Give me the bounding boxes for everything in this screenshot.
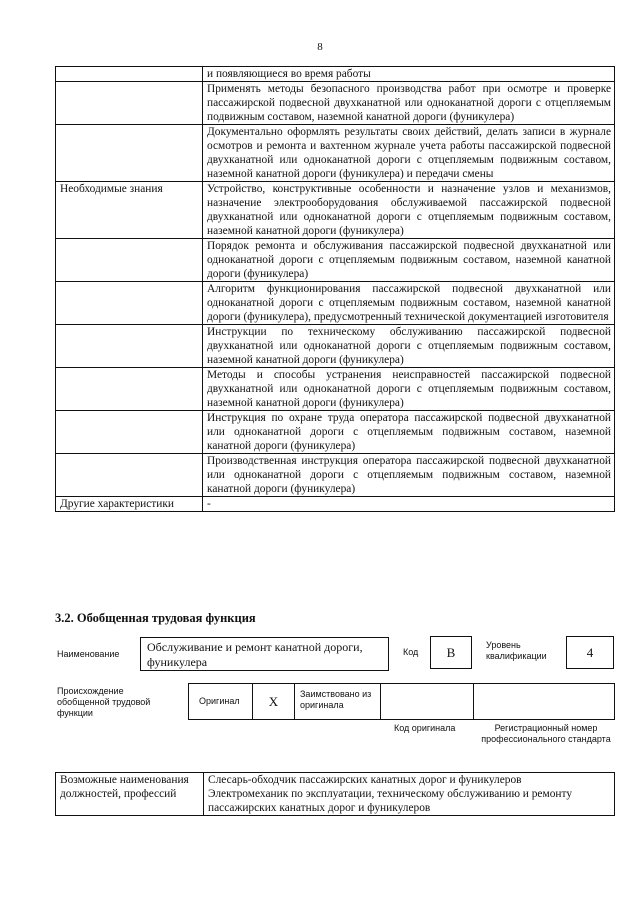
table-row [56, 239, 615, 282]
code-original-cell [381, 684, 474, 719]
row-label [56, 325, 203, 368]
level-label: Уровень квалификации [486, 640, 547, 661]
code-value: В [446, 645, 456, 660]
row-label-other-characteristics: Другие характеристики [56, 497, 203, 512]
row-text: Алгоритм функционирования пассажирской подвесной двухканатной или одноканатной дороги с отцепляемым подвижным составом, наземной канатной дороги (фуникулера), предусмотренный технической документацией изготовителя [203, 282, 615, 325]
table-row [56, 454, 615, 497]
row-text: Инструкция по охране труда оператора пассажирской подвесной двухканатной или одноканатной дороги с отцепляемым подвижным составом, наземной канатной дороги (фуникулера) [203, 411, 615, 454]
level-value: 4 [586, 645, 594, 660]
origin-label: Происхождение обобщенной трудовой функции [57, 686, 151, 718]
row-label [56, 82, 203, 125]
borrowed-label: Заимствовано из оригинала [300, 689, 372, 710]
original-label: Оригинал [199, 696, 240, 706]
code-original-label: Код оригинала [394, 723, 456, 733]
positions-table [55, 772, 615, 816]
row-text: Применять методы безопасного производства работ при осмотре и проверке пассажирской подвесной двухканатной или одноканатной дороги с отцепляемым подвижным составом, наземной канатной дороги (фуникулера) [203, 82, 615, 125]
positions-label: Возможные наименования должностей, профессий [56, 773, 204, 816]
position-item: Электромеханик по эксплуатации, техническому обслуживанию и ремонту пассажирских канатных дорог и фуникулеров [208, 788, 573, 814]
table-row [56, 325, 615, 368]
table-row [56, 411, 615, 454]
reg-number-label: Регистрационный номер профессионального стандарта [481, 723, 611, 744]
page-number: 8 [317, 41, 323, 53]
row-label [56, 239, 203, 282]
row-label [56, 411, 203, 454]
original-mark: X [268, 694, 279, 709]
row-text: Устройство, конструктивные особенности и назначение узлов и механизмов, назначение электрооборудования обслуживаемой пассажирской подвесной двухканатной или одноканатной дороги с отцепляемым подвижным составом, наземной канатной дороги (фуникулера) [203, 182, 615, 239]
table-row [56, 497, 615, 512]
table-row [56, 67, 615, 82]
row-label [56, 368, 203, 411]
origin-table [188, 683, 615, 720]
table-row [56, 125, 615, 182]
original-mark-cell [253, 684, 295, 719]
table-row [56, 82, 615, 125]
row-text: Методы и способы устранения неисправностей пассажирской подвесной двухканатной или одноканатной дороги с отцепляемым подвижным составом, наземной канатной дороги (фуникулера) [203, 368, 615, 411]
row-label-required-knowledge: Необходимые знания [56, 182, 203, 239]
reg-number-cell [474, 684, 614, 719]
competency-table [55, 66, 615, 512]
level-box [566, 636, 614, 669]
row-label [56, 454, 203, 497]
row-text: Порядок ремонта и обслуживания пассажирской подвесной двухканатной или одноканатной дороги с отцепляемым подвижным составом, наземной канатной дороги (фуникулера) [203, 239, 615, 282]
table-row [56, 182, 615, 239]
position-item: Слесарь-обходчик пассажирских канатных дорог и фуникулеров [208, 774, 522, 786]
table-row [56, 282, 615, 325]
row-label [56, 282, 203, 325]
row-text: и появляющиеся во время работы [203, 67, 615, 82]
function-name-value: Обслуживание и ремонт канатной дороги, фуникулера [147, 640, 363, 669]
borrowed-cell [295, 684, 381, 719]
row-label [56, 125, 203, 182]
row-label [56, 67, 203, 82]
function-name-box [140, 637, 389, 671]
code-label: Код [403, 647, 419, 657]
code-box [430, 636, 472, 669]
table-row [56, 368, 615, 411]
original-cell [189, 684, 253, 719]
name-label: Наименование [57, 649, 120, 659]
table-row [56, 773, 615, 816]
row-text: Инструкции по техническому обслуживанию пассажирской подвесной двухканатной или одноканатной дороги с отцепляемым подвижным составом, наземной канатной дороги (фуникулера) [203, 325, 615, 368]
positions-values [204, 773, 615, 816]
section-title: 3.2. Обобщенная трудовая функция [55, 611, 256, 625]
row-text: - [203, 497, 615, 512]
row-text: Производственная инструкция оператора пассажирской подвесной двухканатной или одноканатной дороги с отцепляемым подвижным составом, наземной канатной дороги (фуникулера) [203, 454, 615, 497]
row-text: Документально оформлять результаты своих действий, делать записи в журнале осмотров и ремонта и вахтенном журнале учета работы пассажирской подвесной двухканатной или одноканатной дороги с отцепляемым подвижным составом, наземной канатной дороги (фуникулера) и передачи смены [203, 125, 615, 182]
